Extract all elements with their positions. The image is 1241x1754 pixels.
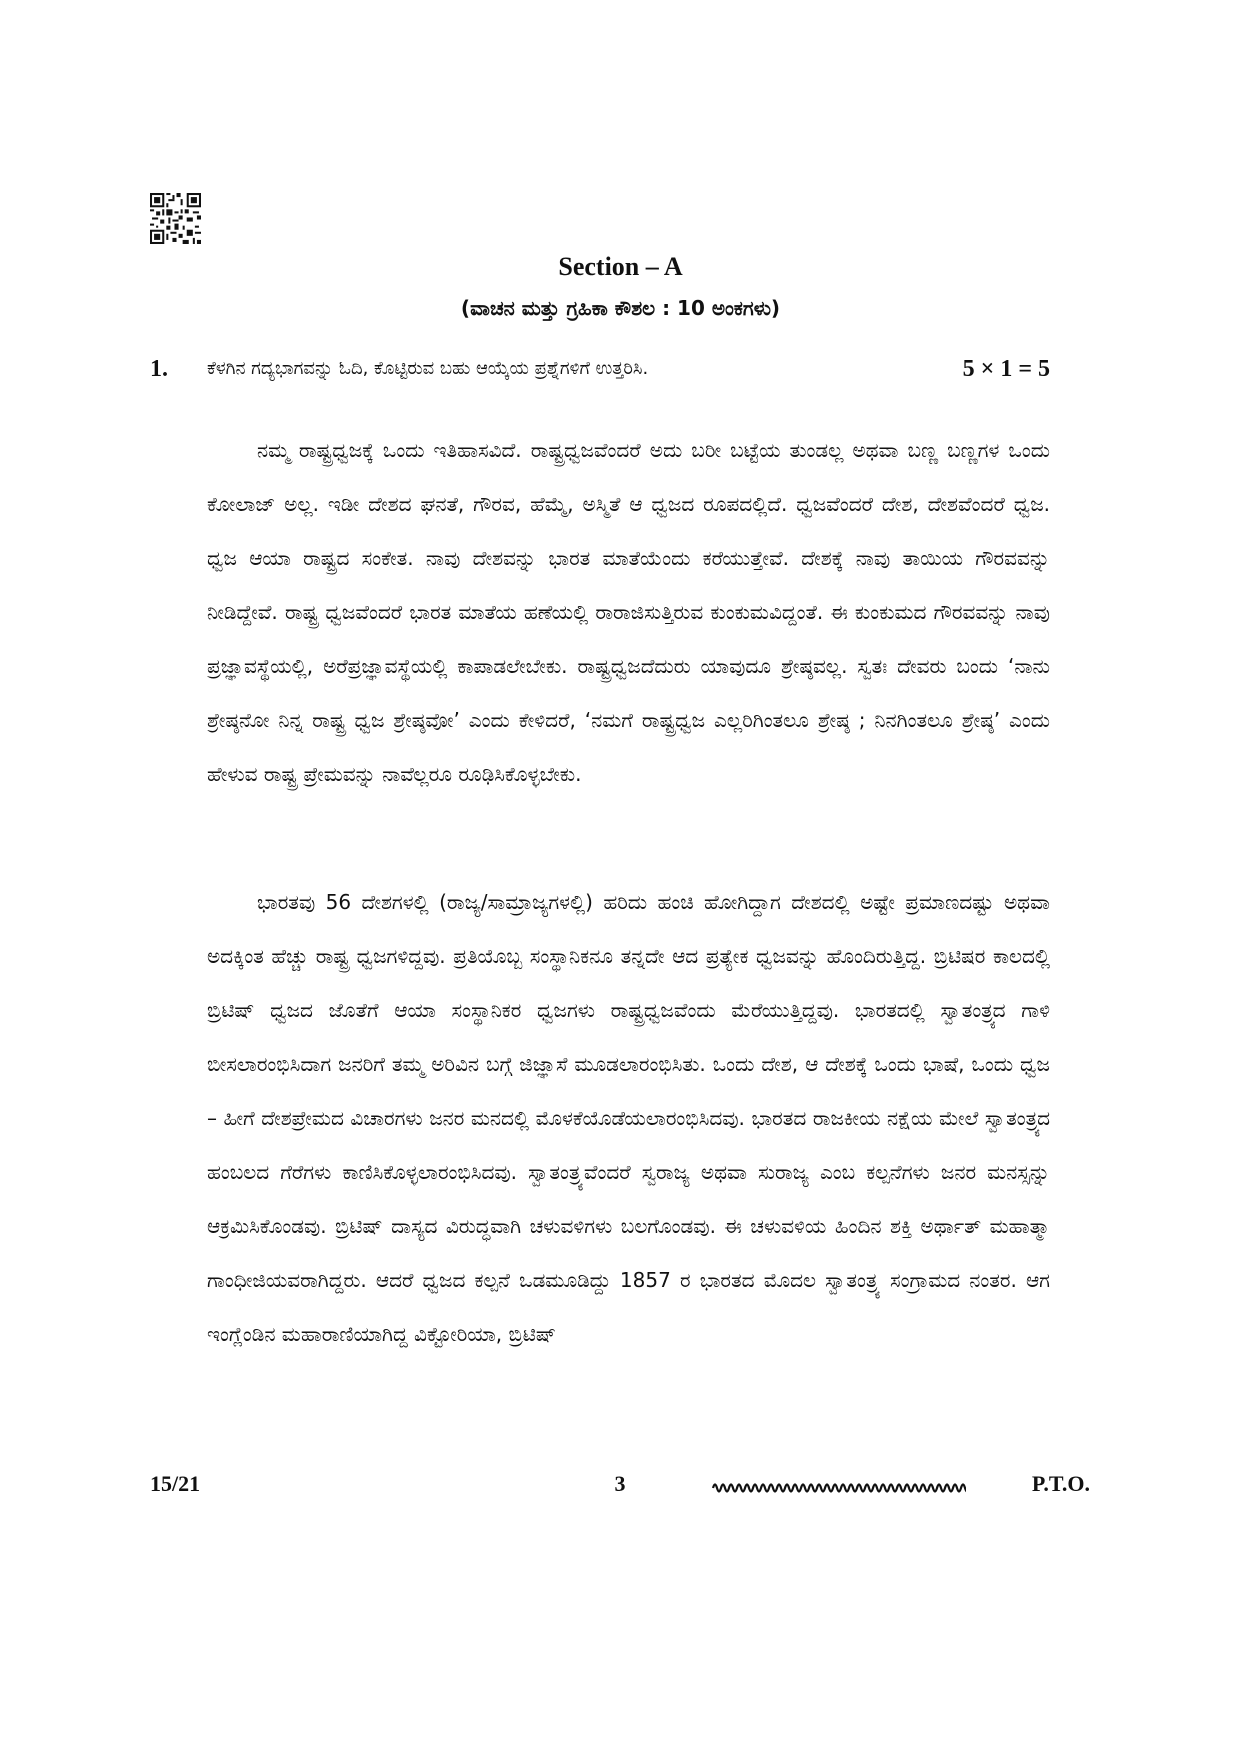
paper-code: 15/21 (150, 1471, 201, 1496)
question-marks: 5 × 1 = 5 (962, 356, 1050, 382)
page-number: 3 (614, 1471, 626, 1496)
passage-paragraph-1: ನಮ್ಮ ರಾಷ್ಟ್ರಧ್ವಜಕ್ಕೆ ಒಂದು ಇತಿಹಾಸವಿದೆ. ರಾಷ್ಟ್ರಧ್ವಜವೆಂದರೆ ಅದು ಬರೀ ಬಟ್ಟೆಯ ತುಂಡಲ್ಲ ಅಥವಾ ಬಣ್ಣ ಬಣ್ಣಗಳ ಒಂದು ಕೋಲಾಜ್ ಅಲ್ಲ. ಇಡೀ ದೇಶದ ಘನತೆ, ಗೌರವ, ಹೆಮ್ಮೆ, ಅಸ್ಮಿತೆ ಆ ಧ್ವಜದ ರೂಪದಲ್ಲಿದೆ. ಧ್ವಜವೆಂದರೆ ದೇಶ, ದೇಶವೆಂದರೆ ಧ್ವಜ. ಧ್ವಜ ಆಯಾ ರಾಷ್ಟ್ರದ ಸಂಕೇತ. ನಾವು ದೇಶವನ್ನು ಭಾರತ ಮಾತೆಯೆಂದು ಕರೆಯುತ್ತೇವೆ. ದೇಶಕ್ಕೆ ನಾವು ತಾಯಿಯ ಗೌರವವನ್ನು ನೀಡಿದ್ದೇವೆ. ರಾಷ್ಟ್ರ ಧ್ವಜವೆಂದರೆ ಭಾರತ ಮಾತೆಯ ಹಣೆಯಲ್ಲಿ ರಾರಾಜಿಸುತ್ತಿರುವ ಕುಂಕುಮವಿದ್ದಂತೆ. ಈ ಕುಂಕುಮದ ಗೌರವವನ್ನು ನಾವು ಪ್ರಜ್ಞಾವಸ್ಥೆಯಲ್ಲಿ, ಅರೆಪ್ರಜ್ಞಾವಸ್ಥೆಯಲ್ಲಿ ಕಾಪಾಡಲೇಬೇಕು. ರಾಷ್ಟ್ರಧ್ವಜದೆದುರು ಯಾವುದೂ ಶ್ರೇಷ್ಠವಲ್ಲ. ಸ್ವತಃ ದೇವರು ಬಂದು ‘ನಾನು ಶ್ರೇಷ್ಠನೋ ನಿನ್ನ ರಾಷ್ಟ್ರ ಧ್ವಜ ಶ್ರೇಷ್ಠವೋ’ ಎಂದು ಕೇಳಿದರೆ, ‘ನಮಗೆ ರಾಷ್ಟ್ರಧ್ವಜ ಎಲ್ಲರಿಗಿಂತಲೂ ಶ್ರೇಷ್ಠ ; ನಿನಗಿಂತಲೂ ಶ್ರೇಷ್ಠ’ ಎಂದು ಹೇಳುವ ರಾಷ್ಟ್ರ ಪ್ರೇಮವನ್ನು ನಾವೆಲ್ಲರೂ ರೂಢಿಸಿಕೊಳ್ಳಬೇಕು. (207, 438, 1050, 786)
question-number: 1. (150, 356, 168, 382)
pto-label: P.T.O. (1031, 1471, 1090, 1496)
question-instruction: ಕೆಳಗಿನ ಗದ್ಯಭಾಗವನ್ನು ಓದಿ, ಕೊಟ್ಟಿರುವ ಬಹು ಆಯ್ಕೆಯ ಪ್ರಶ್ನೆಗಳಿಗೆ ಉತ್ತರಿಸಿ. (207, 358, 649, 379)
section-title: Section – A (558, 252, 683, 281)
wavy-line-icon (712, 1478, 966, 1498)
passage-paragraph-2: ಭಾರತವು 56 ದೇಶಗಳಲ್ಲಿ (ರಾಜ್ಯ/ಸಾಮ್ರಾಜ್ಯಗಳಲ್ಲಿ) ಹರಿದು ಹಂಚಿ ಹೋಗಿದ್ದಾಗ ದೇಶದಲ್ಲಿ ಅಷ್ಟೇ ಪ್ರಮಾಣದಷ್ಟು ಅಥವಾ ಅದಕ್ಕಿಂತ ಹೆಚ್ಚು ರಾಷ್ಟ್ರ ಧ್ವಜಗಳಿದ್ದವು. ಪ್ರತಿಯೊಬ್ಬ ಸಂಸ್ಥಾನಿಕನೂ ತನ್ನದೇ ಆದ ಪ್ರತ್ಯೇಕ ಧ್ವಜವನ್ನು ಹೊಂದಿರುತ್ತಿದ್ದ. ಬ್ರಿಟಿಷರ ಕಾಲದಲ್ಲಿ ಬ್ರಿಟಿಷ್ ಧ್ವಜದ ಜೊತೆಗೆ ಆಯಾ ಸಂಸ್ಥಾನಿಕರ ಧ್ವಜಗಳು ರಾಷ್ಟ್ರಧ್ವಜವೆಂದು ಮೆರೆಯುತ್ತಿದ್ದವು. ಭಾರತದಲ್ಲಿ ಸ್ವಾತಂತ್ರ್ಯದ ಗಾಳಿ ಬೀಸಲಾರಂಭಿಸಿದಾಗ ಜನರಿಗೆ ತಮ್ಮ ಅರಿವಿನ ಬಗ್ಗೆ ಜಿಜ್ಞಾಸೆ ಮೂಡಲಾರಂಭಿಸಿತು. ಒಂದು ದೇಶ, ಆ ದೇಶಕ್ಕೆ ಒಂದು ಭಾಷೆ, ಒಂದು ಧ್ವಜ – ಹೀಗೆ ದೇಶಪ್ರೇಮದ ವಿಚಾರಗಳು ಜನರ ಮನದಲ್ಲಿ ಮೊಳಕೆಯೊಡೆಯಲಾರಂಭಿಸಿದವು. ಭಾರತದ ರಾಜಕೀಯ ನಕ್ಷೆಯ ಮೇಲೆ ಸ್ವಾತಂತ್ರ್ಯದ ಹಂಬಲದ ಗೆರೆಗಳು ಕಾಣಿಸಿಕೊಳ್ಳಲಾರಂಭಿಸಿದವು. ಸ್ವಾತಂತ್ರ್ಯವೆಂದರೆ ಸ್ವರಾಜ್ಯ ಅಥವಾ ಸುರಾಜ್ಯ ಎಂಬ ಕಲ್ಪನೆಗಳು ಜನರ ಮನಸ್ಸನ್ನು ಆಕ್ರಮಿಸಿಕೊಂಡವು. ಬ್ರಿಟಿಷ್ ದಾಸ್ಯದ ವಿರುದ್ಧವಾಗಿ ಚಳುವಳಿಗಳು ಬಲಗೊಂಡವು. ಈ ಚಳುವಳಿಯ ಹಿಂದಿನ ಶಕ್ತಿ ಅರ್ಥಾತ್ ಮಹಾತ್ಮಾ ಗಾಂಧೀಜಿಯವರಾಗಿದ್ದರು. ಆದರೆ ಧ್ವಜದ ಕಲ್ಪನೆ ಒಡಮೂಡಿದ್ದು 1857 ರ ಭಾರತದ ಮೊದಲ ಸ್ವಾತಂತ್ರ್ಯ ಸಂಗ್ರಾಮದ ನಂತರ. ಆಗ ಇಂಗ್ಲೆಂಡಿನ ಮಹಾರಾಣಿಯಾಗಿದ್ದ ವಿಕ್ಟೋರಿಯಾ, ಬ್ರಿಟಿಷ್ (207, 890, 1050, 1346)
qr-code-icon (150, 193, 201, 244)
section-subtitle: (ವಾಚನ ಮತ್ತು ಗ್ರಹಿಕಾ ಕೌಶಲ : 10 ಅಂಕಗಳು) (460, 296, 781, 320)
